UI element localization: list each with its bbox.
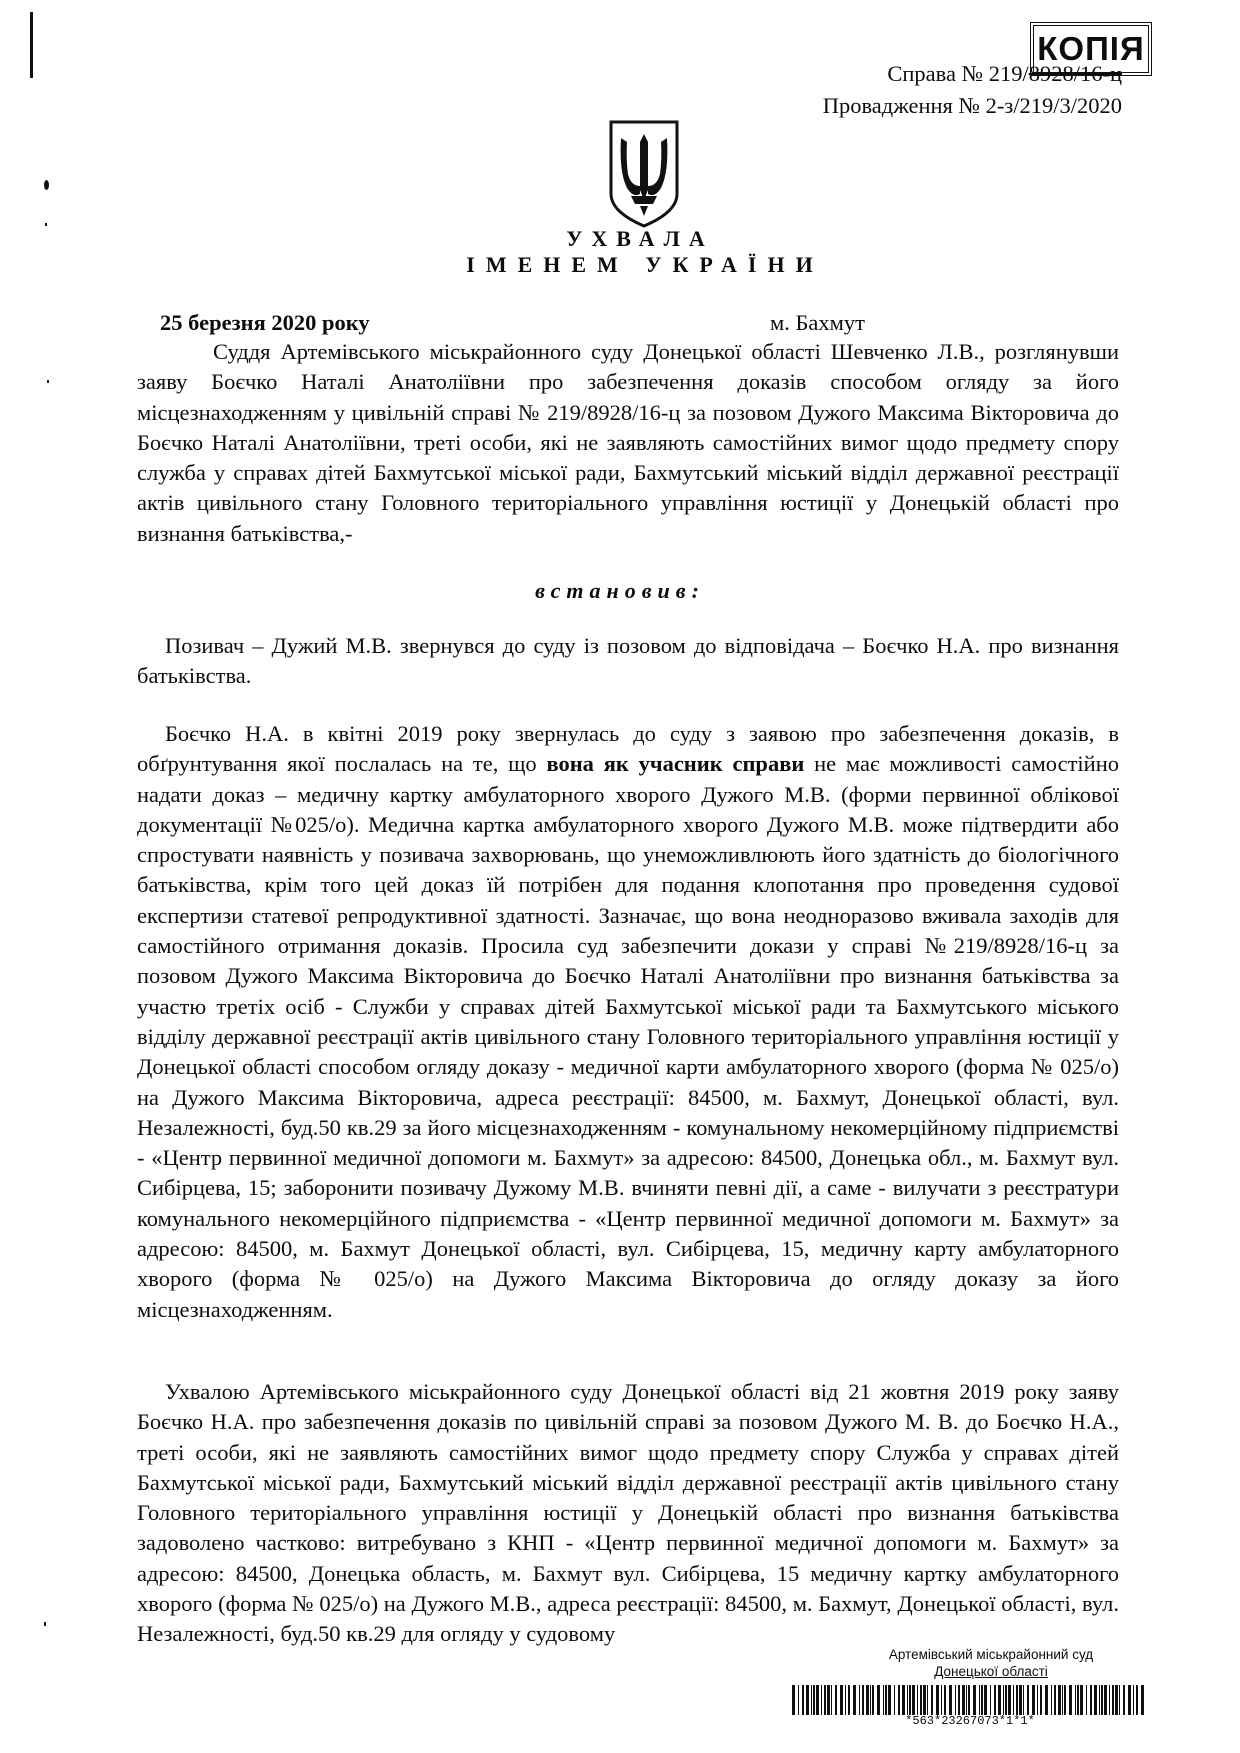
document-subtitle: ІМЕНЕМ УКРАЇНИ bbox=[466, 252, 824, 277]
scan-margin-dot bbox=[44, 180, 49, 190]
document-title: УХВАЛА bbox=[566, 226, 714, 251]
case-header bbox=[823, 58, 1122, 122]
copy-stamp-label: КОПІЯ bbox=[1037, 30, 1145, 67]
case-number bbox=[823, 58, 1122, 90]
intro-paragraph: Суддя Артемівського міськрайонного суду Донецької області Шевченко Л.В., розглянувши заяву Боєчко Наталі Анатоліївни про забезпечення доказів способом огляду за його місцезнаходженням у цивільній справі № 219/8928/16-ц за позовом Дужого Максима Вікторовича до Боєчко Наталі Анатоліївни, треті особи, які не заявляють самостійних вимог щодо предмету спору служба у справах дітей Бахмутської міської ради, Бахмутський міський відділ державної реєстрації актів цивільного стану Головного територіального управління юстиції у Донецькій області про визнання батьківства,- bbox=[137, 339, 1119, 546]
ukraine-coat-of-arms-icon bbox=[607, 120, 681, 228]
case-number-prefix: Справа № 219/ bbox=[887, 61, 1029, 86]
court-stamp-line2: Донецької області bbox=[934, 1664, 1048, 1679]
section-heading: встановив: bbox=[535, 578, 705, 603]
paragraph-ruling: Ухвалою Артемівського міськрайонного суду Донецької області від 21 жовтня 2019 року заяву Боєчко Н.А. про забезпечення доказів по цивільній справі за позовом Дужого М. В. до Боєчко Н.А., треті особи, які не заявляють самостійних вимог щодо предмету спору Служба у справах дітей Бахмутської міської ради, Бахмутський міський відділ державної реєстрації актів цивільного стану Головного територіального управління юстиції у Донецькій області про визнання батьківства задоволено частково: витребувано з КНП - «Центр первинної медичної допомоги м. Бахмут» за адресою: 84500, Донецька область, м. Бахмут вул. Сибірцева, 15 медичну картку амбулаторного хворого (форма № 025/о) на Дужого М.В., адреса реєстрації: 84500, м. Бахмут, Донецької області, вул. Незалежності, буд.50 кв.29 для огляду у судовому bbox=[137, 1379, 1119, 1647]
document-date: 25 березня 2020 року bbox=[160, 310, 370, 335]
barcode-number: *563*23267073*1*1* bbox=[905, 1714, 1035, 1728]
paragraph-application bbox=[137, 719, 1119, 1325]
court-stamp bbox=[866, 1646, 1116, 1680]
barcode bbox=[790, 1685, 1150, 1715]
case-number-struck: 8928/16-ц bbox=[1028, 61, 1122, 86]
paragraph-application-bold: вона як учасник справи bbox=[546, 751, 805, 777]
court-stamp-line1: Артемівський міськрайонний суд bbox=[888, 1647, 1094, 1662]
paragraph-application-part1: Боєчко Н.А. в квітні 2019 року звернулась до суду з заявою про забезпечення доказів, в обґрунтування якої послалась на те, що bbox=[137, 721, 1119, 777]
scan-margin-dot bbox=[44, 1622, 46, 1626]
paragraph-application-part2: не має можливості самостійно надати доказ – медичну картку амбулаторного хворого Дужого М.В. (форми первинної облікової документації №025/о). Медична картка амбулаторного хворого Дужого М.В. може підтвердити або спростувати наявність у позивача захворювань, що унеможливлюють його здатність до біологічного батьківства, крім того цей доказ їй потрібен для подання клопотання про проведення судової експертизи статевої репродуктивної здатності. Зазначає, що вона неодноразово вживала заходів для самостійного отримання доказів. Просила суд забезпечити докази у справі №219/8928/16-ц за позовом Дужого Максима Вікторовича до Боєчко Наталі Анатоліївни про визнання батьківства за участю третіх осіб - Служби у справах дітей Бахмутської міської ради та Бахмутського міського відділу державної реєстрації актів цивільного стану Головного територіального управління юстиції у Донецької області способом огляду доказу - медичної карти амбулаторного хворого (форма № 025/о) на Дужого Максима Вікторовича, адреса реєстрації: 84500, м. Бахмут, Донецької області, вул. Незалежності, буд.50 кв.29 за його місцезнаходженням - комунальному некомерційному підприємстві - «Центр первинної медичної допомоги м. Бахмут» за адресою: 84500, Донецька обл., м. Бахмут вул. Сибірцева, 15; заборонити позивачу Дужому М.В. вчиняти певні дії, а саме - вилучати з реєстратури комунального некомерційного підприємства - «Центр первинної медичної допомоги м. Бахмут» за адресою: 84500, м. Бахмут Донецької області, вул. Сибірцева, 15, медичну карту амбулаторного хворого (форма № 025/о) на Дужого Максима Вікторовича до огляду доказу за його місцезнаходженням. bbox=[137, 751, 1119, 1322]
scan-margin-line bbox=[30, 12, 33, 78]
proceeding-number: Провадження № 2-з/219/3/2020 bbox=[822, 93, 1122, 118]
scan-margin-dot bbox=[47, 380, 49, 383]
document-place: м. Бахмут bbox=[770, 310, 865, 335]
paragraph-claim: Позивач – Дужий М.В. звернувся до суду із позовом до відповідача – Боєчко Н.А. про визнання батьківства. bbox=[137, 633, 1119, 689]
